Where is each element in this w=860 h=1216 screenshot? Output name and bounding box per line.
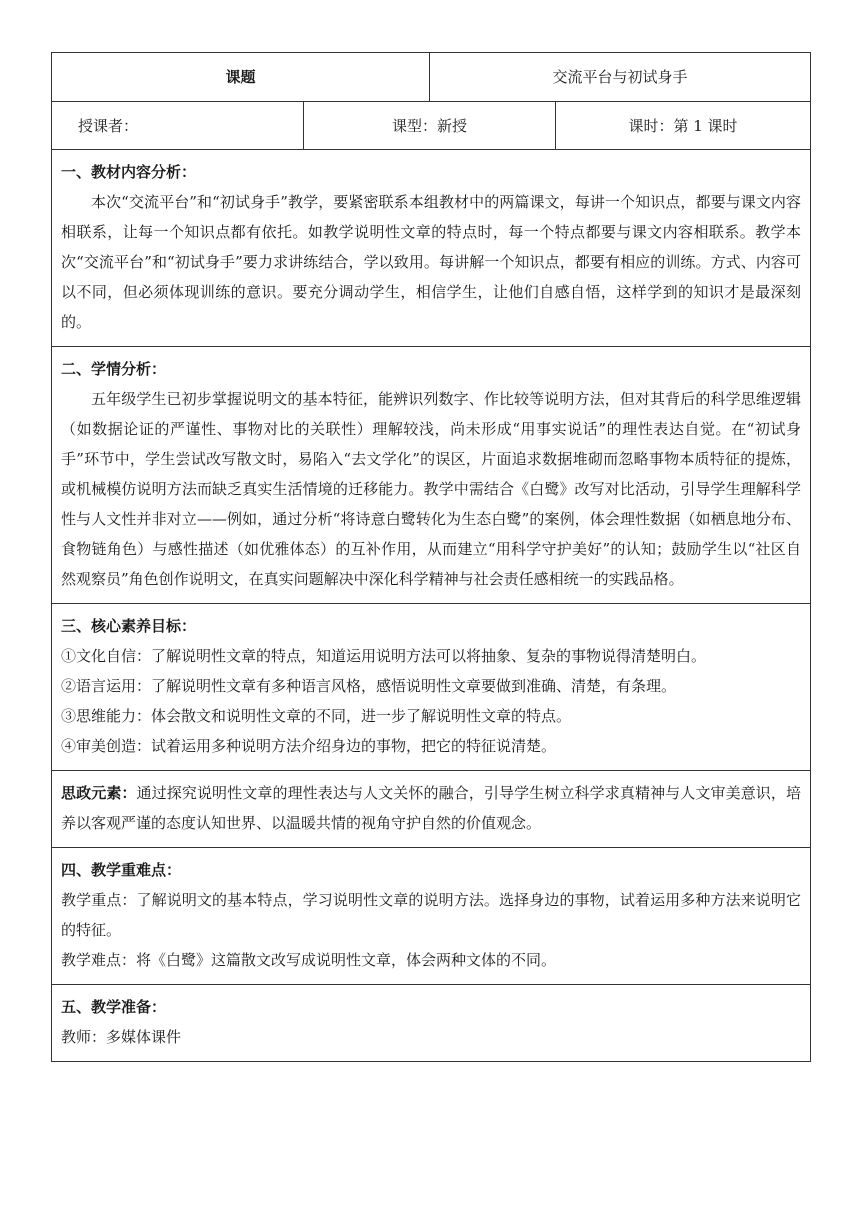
ideology-section [52, 771, 811, 848]
core-goals-section [52, 604, 811, 771]
ideology-label: 思政元素： [61, 784, 137, 802]
student-analysis-text: 五年级学生已初步掌握说明文的基本特征，能辨识列数字、作比较等说明方法，但对其背后的科学思维逻辑（如数据论证的严谨性、事物对比的关联性）理解较浅，尚未形成“用事实说话”的理性表达自觉。在“初试身手”环节中，学生尝试改写散文时，易陷入“去文学化”的误区，片面追求数据堆砌而忽略事物本质特征的提炼，或机械模仿说明方法而缺乏真实生活情境的迁移能力。教学中需结合《白鹭》改写对比活动，引导学生理解科学性与人文性并非对立——例如，通过分析“将诗意白鹭转化为生态白鹭”的案例，体会理性数据（如栖息地分布、食物链角色）与感性描述（如优雅体态）的互补作用，从而建立“用科学守护美好”的认知；鼓励学生以“社区自然观察员”角色创作说明文，在真实问题解决中深化科学精神与社会责任感相统一的实践品格。 [61, 390, 802, 588]
preparation-heading: 五、教学准备： [61, 998, 167, 1016]
difficult-point-text: 教学难点：将《白鹭》这篇散文改写成说明性文章，体会两种文体的不同。 [61, 951, 557, 969]
lesson-type-cell: 课型：新授 [304, 102, 556, 150]
preparation-teacher-text: 教师：多媒体课件 [61, 1028, 182, 1046]
material-analysis-section [52, 150, 811, 347]
key-points-heading: 四、教学重难点： [61, 861, 182, 879]
preparation-section [52, 985, 811, 1062]
goal-item: ①文化自信：了解说明性文章的特点，知道运用说明方法可以将抽象、复杂的事物说得清楚明白。 [61, 647, 707, 665]
key-points-section [52, 848, 811, 985]
ideology-row [52, 771, 811, 848]
student-analysis-row [52, 347, 811, 604]
meta-row [52, 102, 811, 150]
title-row [52, 53, 811, 102]
preparation-row [52, 985, 811, 1062]
lesson-time-cell: 课时：第 1 课时 [556, 102, 811, 150]
teacher-cell: 授课者： [52, 102, 304, 150]
core-goals-heading: 三、核心素养目标： [61, 617, 197, 635]
ideology-text: 通过探究说明性文章的理性表达与人文关怀的融合，引导学生树立科学求真精神与人文审美意识，培养以客观严谨的态度认知世界、以温暖共情的视角守护自然的价值观念。 [61, 784, 802, 832]
student-analysis-section [52, 347, 811, 604]
goal-item: ③思维能力：体会散文和说明性文章的不同，进一步了解说明性文章的特点。 [61, 707, 572, 725]
key-points-row [52, 848, 811, 985]
goal-item: ②语言运用：了解说明性文章有多种语言风格，感悟说明性文章要做到准确、清楚，有条理。 [61, 677, 677, 695]
material-analysis-text: 本次“交流平台”和“初试身手”教学，要紧密联系本组教材中的两篇课文，每讲一个知识点，都要与课文内容相联系，让每一个知识点都有依托。如教学说明性文章的特点时，每一个特点都要与课文内容相联系。教学本次“交流平台”和“初试身手”要力求讲练结合，学以致用。每讲解一个知识点，都要有相应的训练。方式、内容可以不同，但必须体现训练的意识。要充分调动学生，相信学生，让他们自感自悟，这样学到的知识才是最深刻的。 [61, 193, 802, 331]
lesson-plan-table [51, 52, 811, 1062]
material-analysis-row [52, 150, 811, 347]
goal-item: ④审美创造：试着运用多种说明方法介绍身边的事物，把它的特征说清楚。 [61, 737, 557, 755]
core-goals-row [52, 604, 811, 771]
topic-label: 课题 [52, 53, 430, 102]
topic-value: 交流平台与初试身手 [430, 53, 811, 102]
key-point-text: 教学重点：了解说明文的基本特点，学习说明性文章的说明方法。选择身边的事物，试着运用多种方法来说明它的特征。 [61, 891, 802, 939]
material-analysis-heading: 一、教材内容分析： [61, 163, 197, 181]
student-analysis-heading: 二、学情分析： [61, 360, 167, 378]
